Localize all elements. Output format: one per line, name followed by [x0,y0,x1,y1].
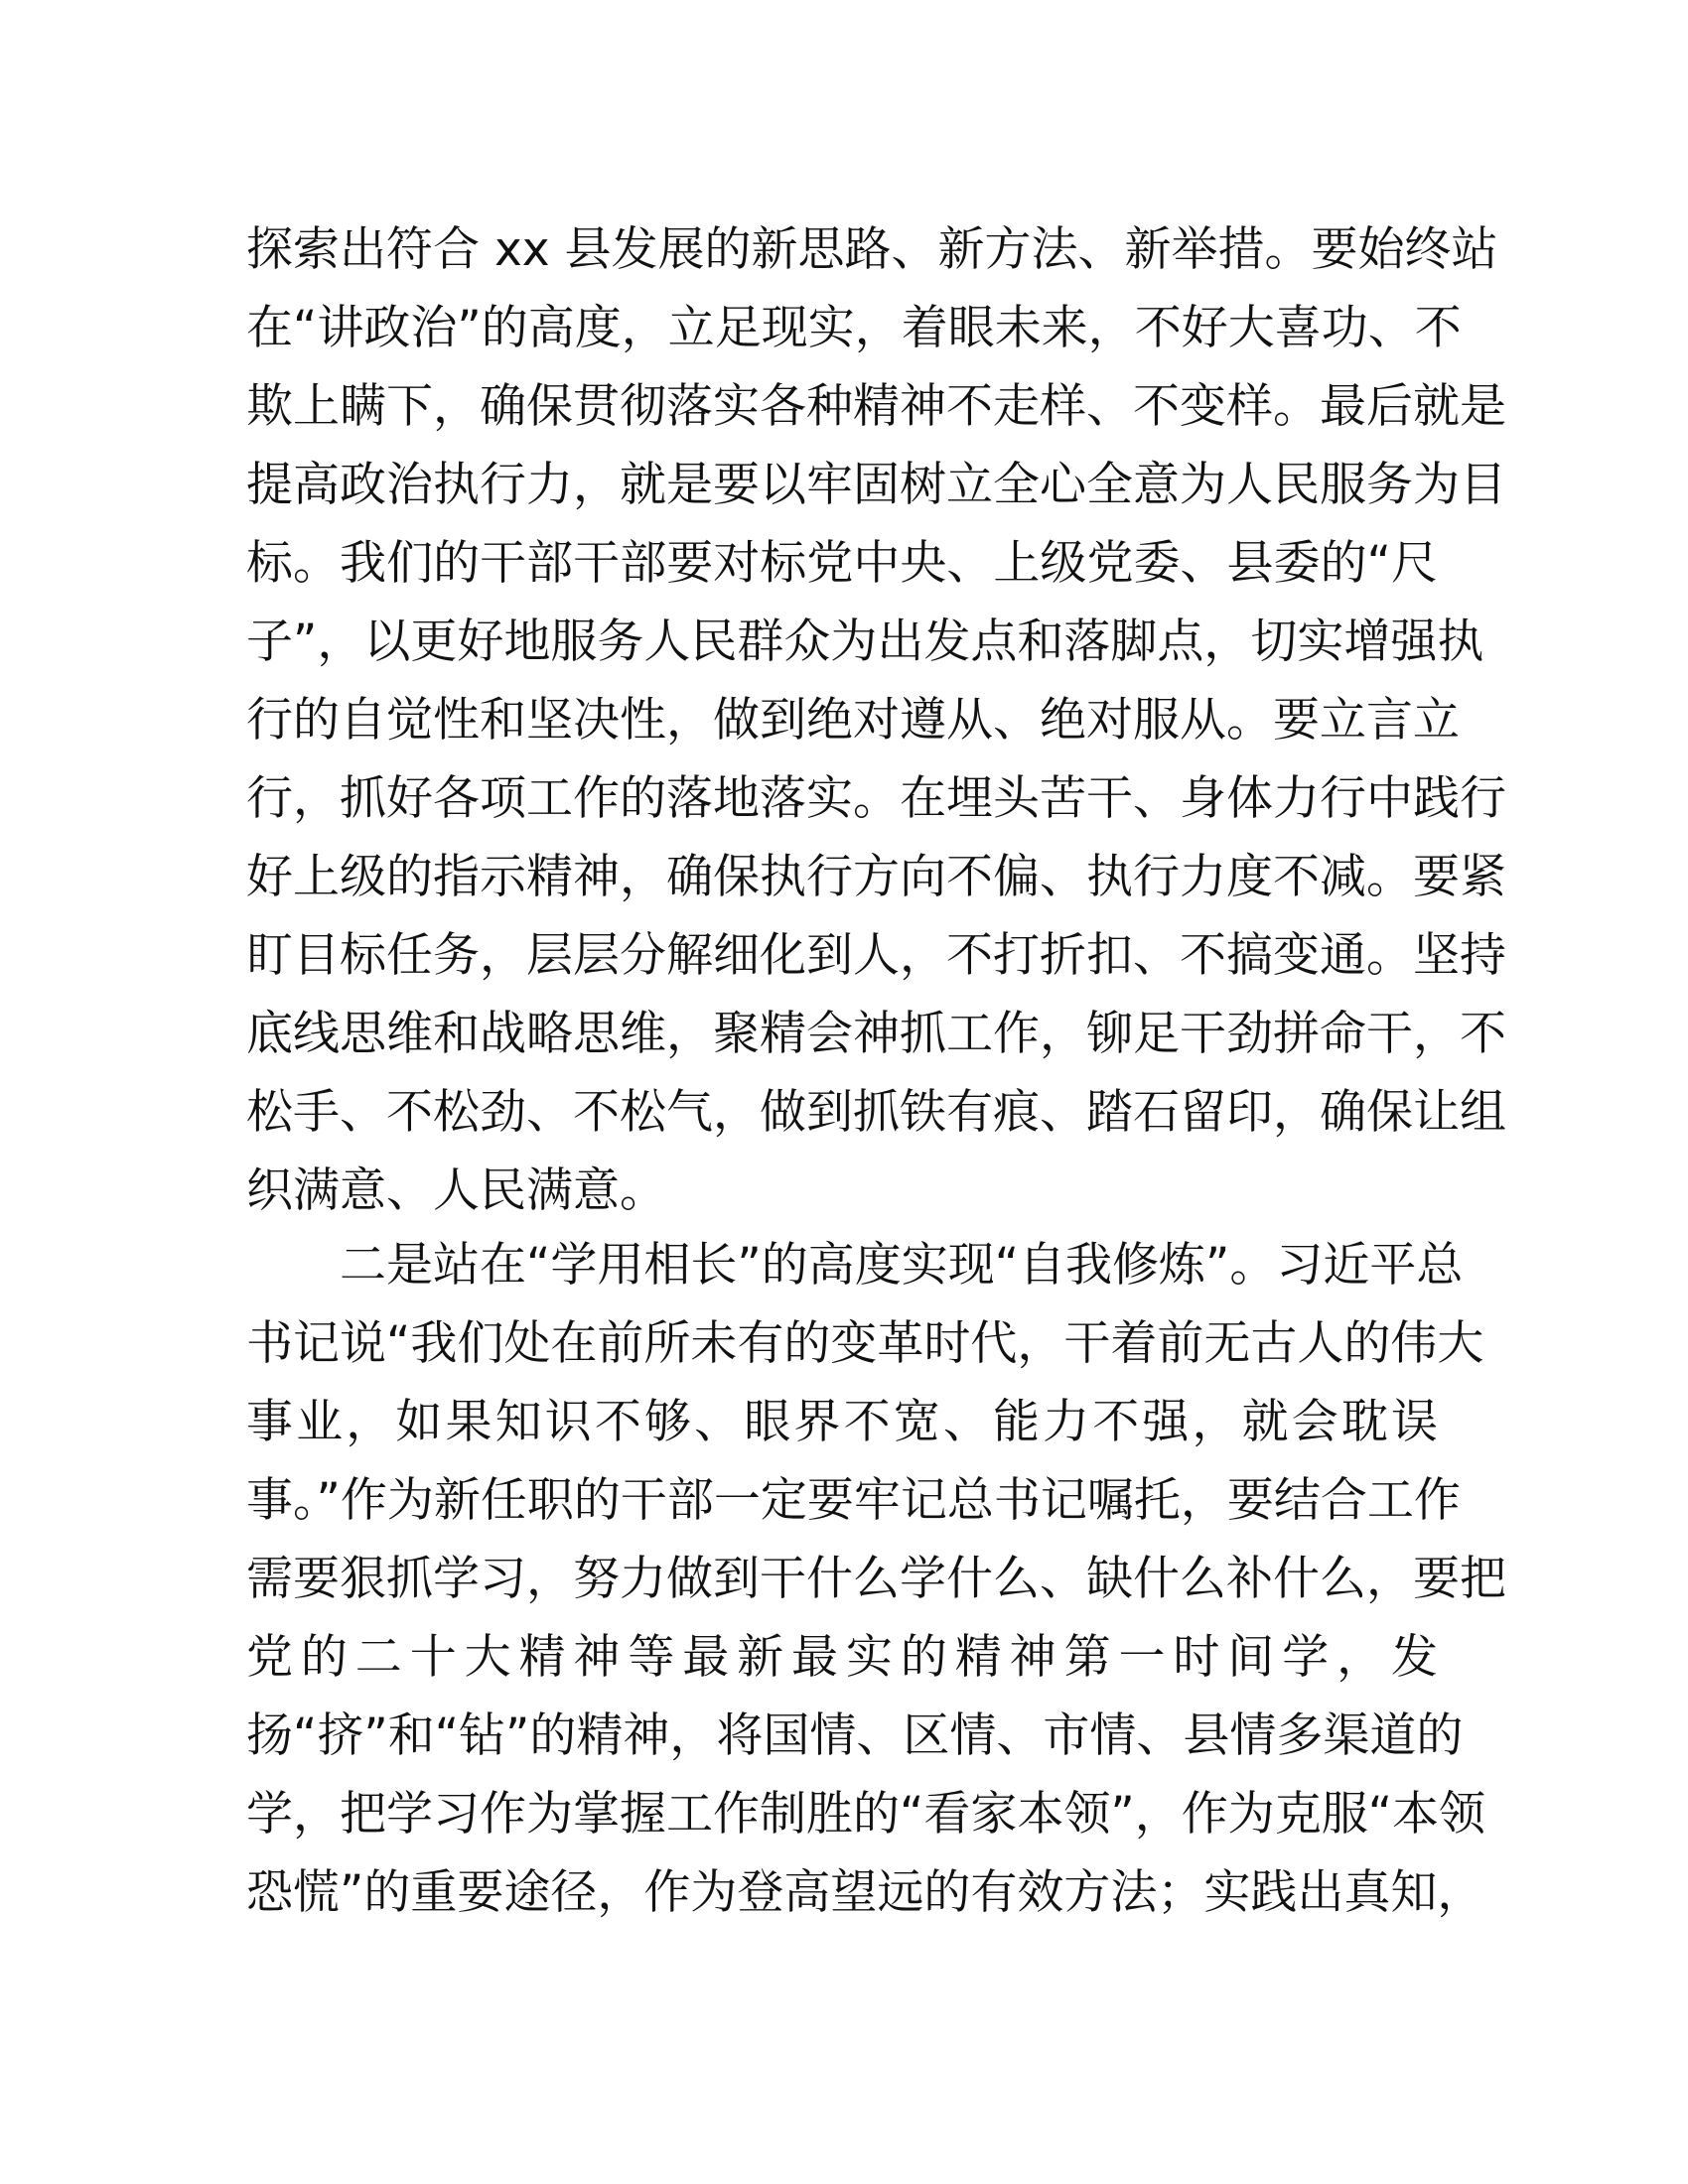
paragraph-line: 二是站在“学用相长”的高度实现“自我修炼”。习近平总 [340,1238,1464,1293]
paragraph-line: 党的二十大精神等最新最实的精神第一时间学，发 [246,1630,1438,1685]
paragraph-line: 织满意、人民满意。 [246,1163,666,1218]
paragraph-line: 事。”作为新任职的干部一定要牢记总书记嘱托，要结合工作 [246,1473,1461,1528]
paragraph-line: 需要狠抓学习，努力做到干什么学什么、缺什么补什么，要把 [246,1552,1506,1606]
paragraph-line: 扬“挤”和“钻”的精神，将国情、区情、市情、县情多渠道的 [246,1708,1464,1763]
paragraph-line: 盯目标任务，层层分解细化到人，不打折扣、不搞变通。坚持 [246,928,1506,983]
paragraph-line: 底线思维和战略思维，聚精会神抓工作，铆足干劲拼命干，不 [246,1007,1506,1061]
paragraph-1 [246,210,1506,1230]
paragraph-line: 提高政治执行力，就是要以牢固树立全心全意为人民服务为目 [246,458,1506,512]
paragraph-line: 好上级的指示精神，确保执行方向不偏、执行力度不减。要紧 [246,850,1506,904]
paragraph-line: 恐慌”的重要途径，作为登高望远的有效方法；实践出真知， [246,1865,1484,1920]
paragraph-line: 欺上瞒下，确保贯彻落实各种精神不走样、不变样。最后就是 [246,379,1506,434]
paragraph-line: 事业，如果知识不够、眼界不宽、能力不强，就会耽误 [246,1395,1438,1449]
paragraph-line: 学，把学习作为掌握工作制胜的“看家本领”，作为克服“本领 [246,1787,1486,1842]
paragraph-2 [246,1226,1506,1932]
paragraph-line: 行的自觉性和坚决性，做到绝对遵从、绝对服从。要立言立 [246,693,1460,748]
paragraph-line: 标。我们的干部干部要对标党中央、上级党委、县委的“尺 [246,536,1438,591]
paragraph-line: 行，抓好各项工作的落地落实。在埋头苦干、身体力行中践行 [246,771,1506,826]
paragraph-line: 松手、不松劲、不松气，做到抓铁有痕、踏石留印，确保让组 [246,1085,1506,1140]
paragraph-line: 子”，以更好地服务人民群众为出发点和落脚点，切实增强执 [246,614,1484,669]
paragraph-line: 探索出符合 xx 县发展的新思路、新方法、新举措。要始终站 [246,222,1498,277]
paragraph-line: 书记说“我们处在前所未有的变革时代，干着前无古人的伟大 [246,1316,1484,1371]
paragraph-line: 在“讲政治”的高度，立足现实，着眼未来，不好大喜功、不 [246,301,1462,355]
